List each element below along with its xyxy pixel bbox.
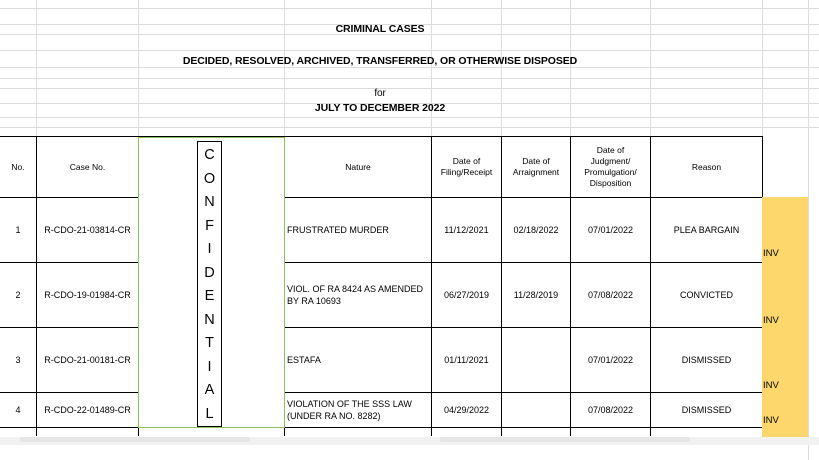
row-tag: INV bbox=[763, 315, 779, 326]
row-reason: PLEA BARGAIN bbox=[673, 225, 740, 235]
grid-line bbox=[0, 78, 819, 79]
grid-col bbox=[36, 0, 37, 137]
row-nature: FRUSTRATED MURDER bbox=[287, 225, 389, 235]
grid-line bbox=[0, 8, 819, 9]
confidential-letter: T bbox=[205, 335, 214, 352]
grid-line bbox=[0, 67, 819, 68]
row-case-no: R-CDO-22-01489-CR bbox=[44, 405, 131, 415]
header-reason: Reason bbox=[691, 161, 722, 172]
grid-col bbox=[138, 0, 139, 137]
confidential-letter: O bbox=[203, 170, 216, 187]
row-arraignment: 11/28/2019 bbox=[513, 290, 559, 300]
row-filing: 04/29/2022 bbox=[443, 405, 490, 415]
grid-line bbox=[0, 127, 819, 128]
confidential-letter: L bbox=[205, 405, 214, 422]
confidential-letter: N bbox=[204, 311, 215, 328]
header-nature: Nature bbox=[345, 161, 371, 172]
report-subtitle: DECIDED, RESOLVED, ARCHIVED, TRANSFERRED, OR OTHERWISE DISPOSED bbox=[182, 55, 578, 67]
confidential-letter: I bbox=[207, 241, 212, 258]
row-no: 3 bbox=[15, 355, 21, 365]
confidential-letter: I bbox=[207, 358, 212, 375]
confidential-letter: C bbox=[204, 147, 215, 163]
row-judgment: 07/08/2022 bbox=[587, 290, 634, 300]
row-arraignment bbox=[502, 393, 570, 427]
grid-col bbox=[501, 0, 502, 137]
row-tag: INV bbox=[763, 380, 779, 391]
row-case-no: R-CDO-19-01984-CR bbox=[44, 290, 131, 300]
header-judgment-line: Promulgation/ bbox=[584, 167, 637, 177]
row-border bbox=[0, 427, 762, 428]
row-no: 4 bbox=[15, 405, 21, 415]
header-filing bbox=[432, 137, 501, 197]
row-arraignment bbox=[502, 328, 570, 392]
row-nature: VIOL. OF RA 8424 AS AMENDED BY RA 10693 bbox=[287, 284, 424, 306]
row-no: 1 bbox=[15, 225, 21, 235]
header-judgment-line: Judgment/ bbox=[590, 156, 631, 166]
row-judgment: 07/01/2022 bbox=[587, 225, 634, 235]
grid-col bbox=[762, 0, 763, 137]
header-judgment-line: Date of bbox=[596, 145, 625, 155]
scroll-segment[interactable] bbox=[20, 437, 250, 442]
grid-col bbox=[284, 0, 285, 137]
header-no: No. bbox=[11, 161, 25, 172]
confidential-textbox[interactable] bbox=[197, 141, 222, 427]
report-period: JULY TO DECEMBER 2022 bbox=[314, 102, 446, 114]
row-case-no: R-CDO-21-00181-CR bbox=[44, 355, 131, 365]
report-for: for bbox=[374, 88, 386, 99]
row-filing: 11/12/2021 bbox=[444, 225, 489, 235]
confidential-letter: D bbox=[204, 264, 215, 281]
header-arraignment bbox=[502, 137, 570, 197]
header-judgment-line: Disposition bbox=[589, 178, 632, 188]
row-judgment: 07/01/2022 bbox=[587, 355, 634, 365]
row-filing: 06/27/2019 bbox=[443, 290, 490, 300]
grid-col bbox=[808, 0, 809, 460]
row-arraignment: 02/18/2022 bbox=[513, 225, 559, 235]
header-judgment bbox=[571, 137, 650, 197]
row-reason: DISMISSED bbox=[681, 405, 732, 415]
grid-col bbox=[650, 0, 651, 137]
header-arraignment-line: Date of bbox=[522, 156, 550, 166]
row-reason: CONVICTED bbox=[679, 290, 733, 300]
confidential-letter: A bbox=[204, 382, 215, 399]
row-no: 2 bbox=[15, 290, 21, 300]
row-nature: ESTAFA bbox=[287, 355, 321, 365]
header-case-no: Case No. bbox=[69, 161, 106, 172]
header-filing-line: Filing/Receipt bbox=[440, 167, 493, 177]
header-arraignment-line: Arraignment bbox=[512, 167, 560, 177]
grid-line bbox=[0, 50, 819, 51]
row-judgment: 07/08/2022 bbox=[587, 405, 634, 415]
row-reason: DISMISSED bbox=[681, 355, 732, 365]
row-tag: INV bbox=[763, 415, 779, 426]
row-tag: INV bbox=[763, 248, 779, 259]
row-case-no: R-CDO-21-03814-CR bbox=[44, 225, 131, 235]
grid-col bbox=[570, 0, 571, 137]
grid-col bbox=[431, 0, 432, 137]
confidential-letter: F bbox=[205, 217, 214, 234]
grid-line bbox=[0, 117, 819, 118]
row-filing: 01/11/2021 bbox=[444, 355, 489, 365]
header-filing-line: Date of bbox=[452, 156, 481, 166]
report-title: CRIMINAL CASES bbox=[335, 23, 425, 35]
scroll-segment[interactable] bbox=[440, 437, 690, 442]
confidential-letter: E bbox=[204, 288, 215, 305]
confidential-letter: N bbox=[204, 194, 215, 211]
row-nature: VIOLATION OF THE SSS LAW (UNDER RA NO. 8282) bbox=[287, 399, 412, 421]
